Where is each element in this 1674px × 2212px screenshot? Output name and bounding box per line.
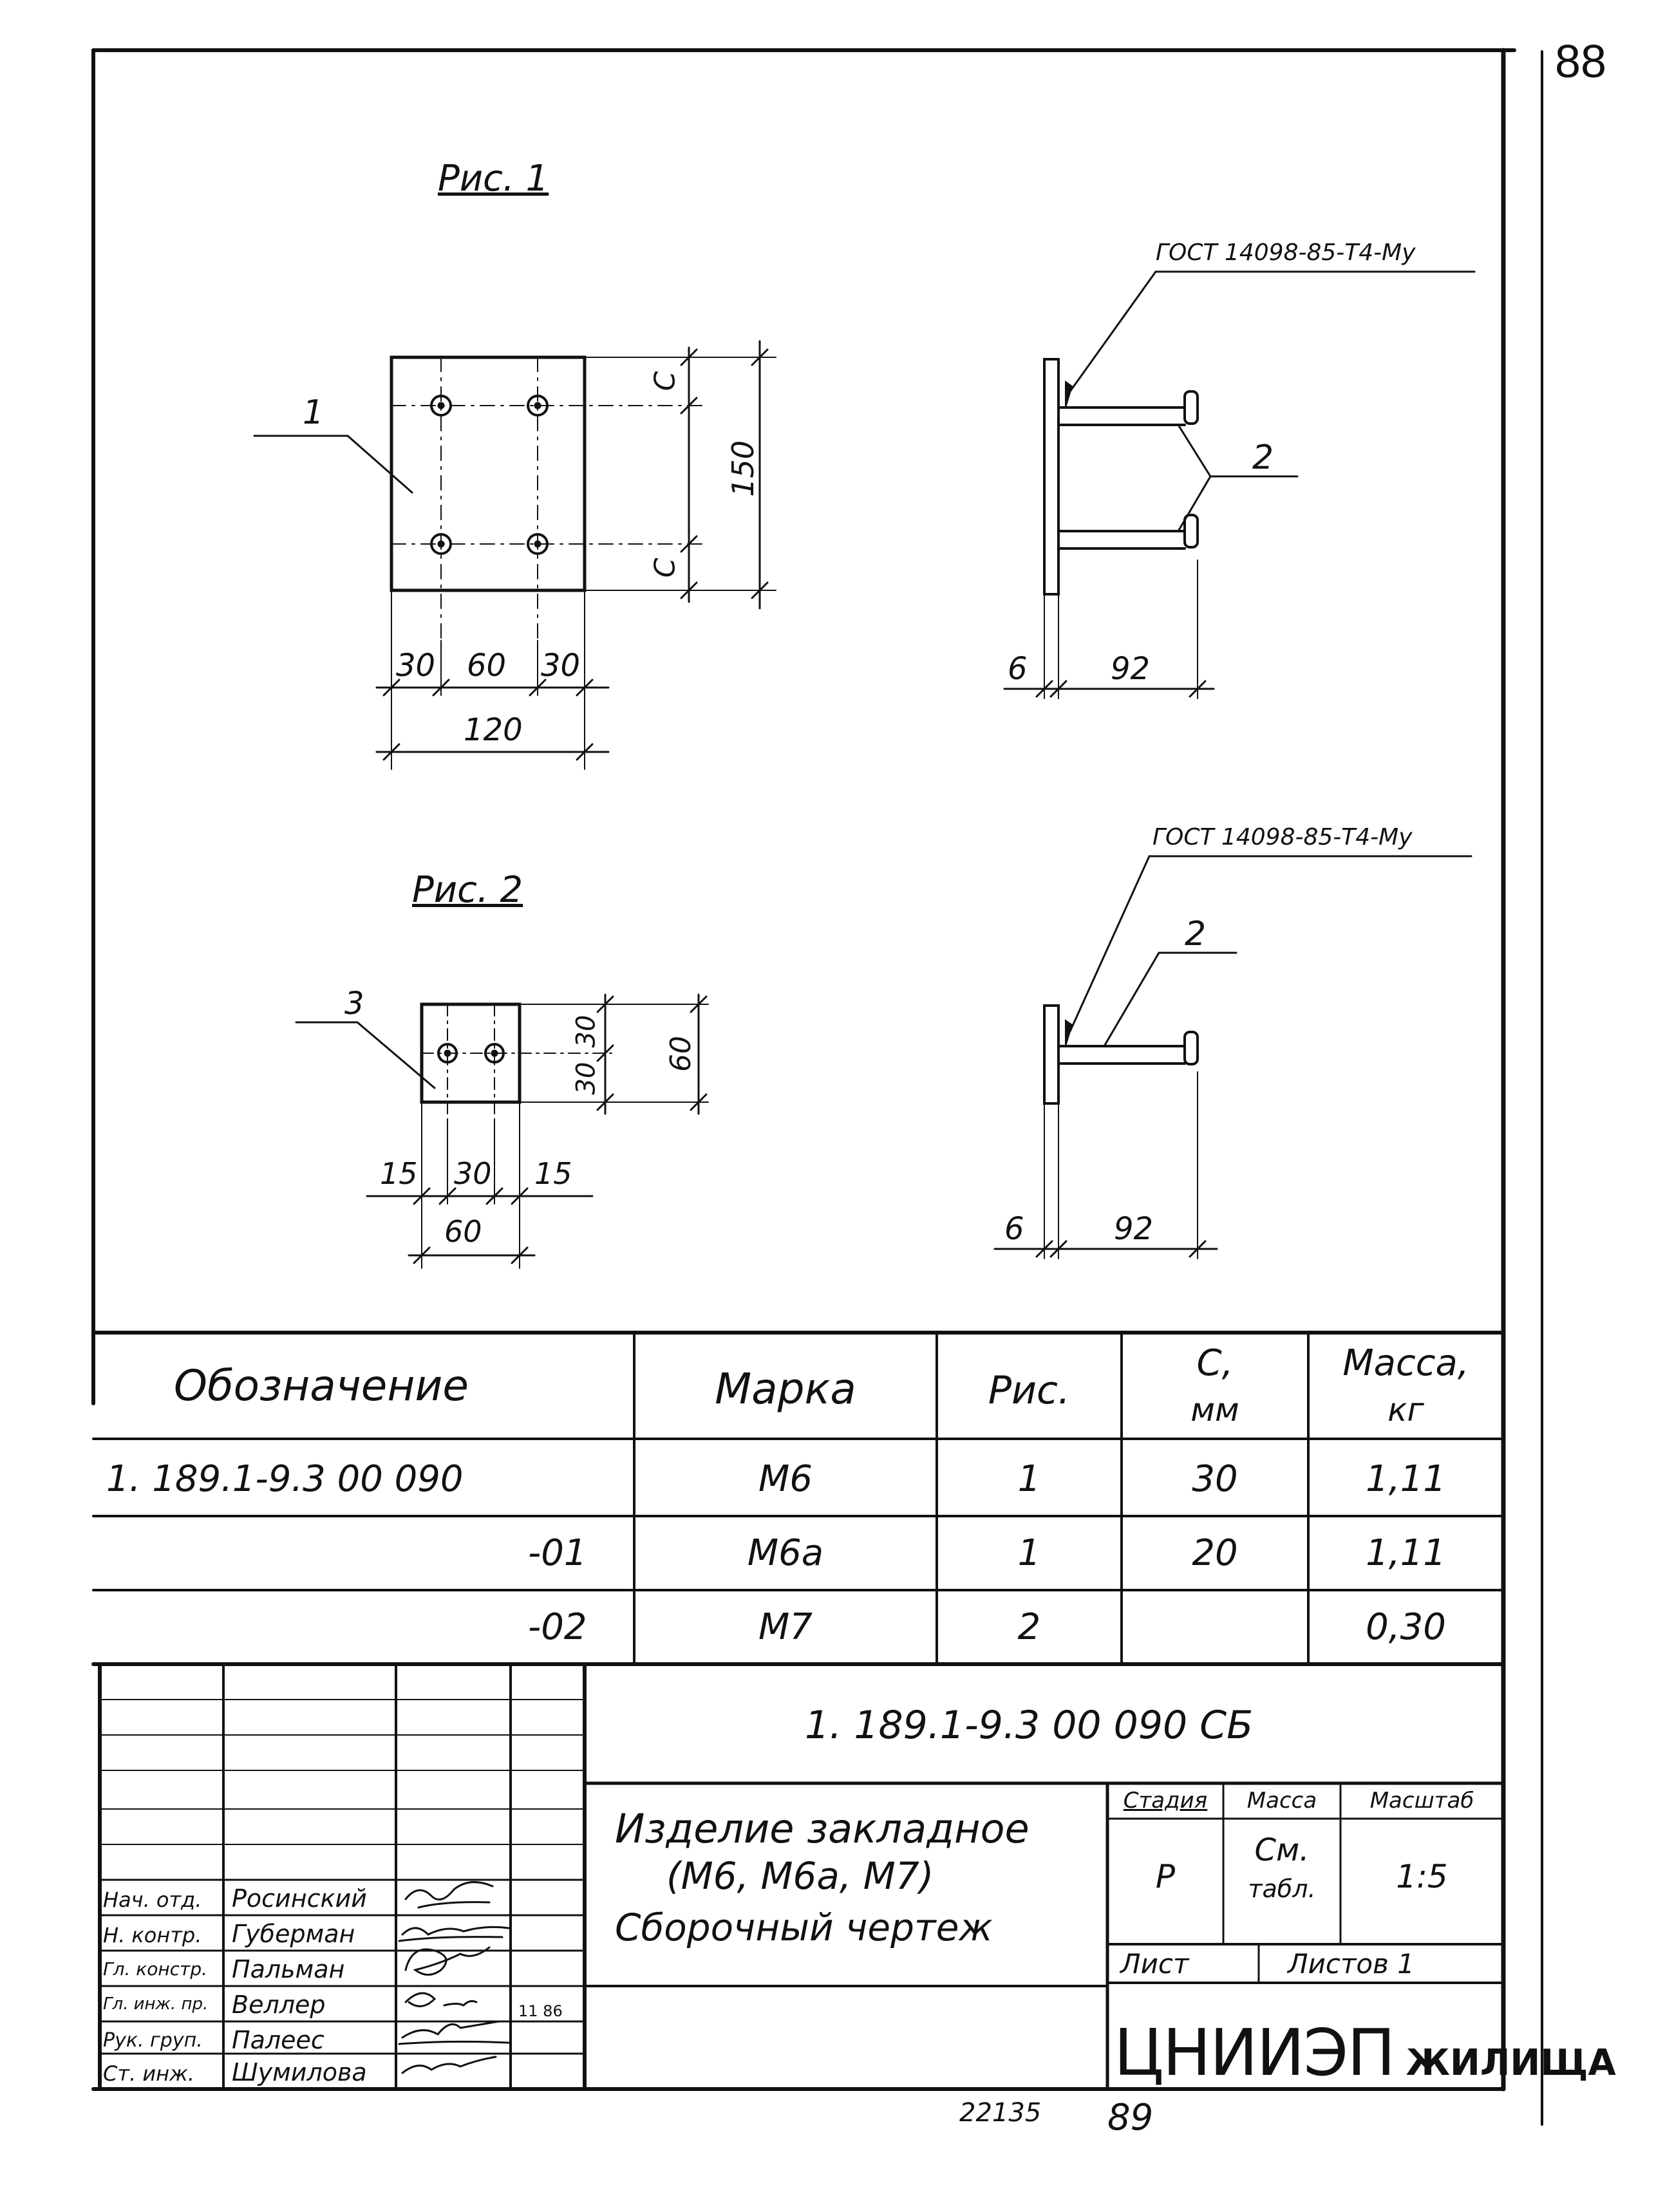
mass-value-line2: табл. [1248, 1875, 1316, 1903]
scale-value: 1:5 [1396, 1858, 1448, 1895]
fig2-dim-30b: 30 [571, 1062, 601, 1095]
fig2-dim-15b: 15 [534, 1156, 572, 1191]
fig1-dim-150: 150 [725, 440, 760, 497]
row3-fig: 2 [1017, 1606, 1041, 1648]
title-line1: Изделие закладное [615, 1805, 1030, 1852]
row1-designation: 1. 189.1-9.3 00 090 [106, 1458, 464, 1500]
header-mark: Марка [715, 1364, 856, 1414]
row1-c: 30 [1192, 1458, 1238, 1500]
row1-mass: 1,11 [1366, 1458, 1446, 1500]
fig1-dim-30a: 30 [396, 648, 436, 684]
row2-mark: М6а [747, 1532, 824, 1574]
fig1-title: Рис. 1 [438, 158, 549, 200]
mass-value-line1: См. [1254, 1832, 1310, 1868]
fig2-dim-30: 30 [454, 1156, 492, 1191]
row2-fig: 1 [1017, 1532, 1041, 1574]
row2-designation: -01 [528, 1532, 587, 1574]
org-sub: ЖИЛИЩА [1406, 2042, 1616, 2084]
staff-name-3: Пальман [232, 1955, 345, 1983]
fig2-title: Рис. 2 [412, 869, 523, 911]
fig2-dim-92: 92 [1114, 1211, 1154, 1247]
fig1-dim-6: 6 [1008, 651, 1028, 687]
stamp-date: 11 86 [518, 2002, 563, 2020]
fig1-gost-callout: ГОСТ 14098-85-Т4-Му [1156, 239, 1416, 266]
row3-mass: 0,30 [1366, 1606, 1446, 1648]
sheet-label: Лист [1120, 1948, 1189, 1980]
fig2-dim-30a: 30 [571, 1015, 601, 1048]
fig2-pos3: 3 [344, 986, 364, 1022]
header-c-unit: мм [1190, 1391, 1239, 1429]
row3-designation: -02 [528, 1606, 587, 1648]
fig2-gost-callout: ГОСТ 14098-85-Т4-Му [1152, 824, 1413, 850]
row1-mark: М6 [758, 1458, 813, 1500]
staff-role-3: Гл. констр. [103, 1958, 208, 1980]
fig1-dim-c-bottom: С [648, 558, 682, 578]
fig1-dim-92: 92 [1111, 651, 1151, 687]
scale-label: Масштаб [1369, 1788, 1474, 1814]
stage-label: Стадия [1123, 1788, 1208, 1814]
document-code: 1. 189.1-9.3 00 090 СБ [805, 1703, 1254, 1748]
staff-name-6: Шумилова [232, 2058, 367, 2086]
stage-value: Р [1155, 1858, 1176, 1895]
staff-role-4: Гл. инж. пр. [103, 1994, 209, 2014]
staff-role-5: Рук. груп. [103, 2029, 203, 2052]
row2-mass: 1,11 [1366, 1532, 1446, 1574]
staff-role-6: Ст. инж. [103, 2061, 195, 2086]
organization-logo [1114, 2015, 1616, 2090]
row3-mark: М7 [758, 1606, 813, 1648]
row2-c: 20 [1192, 1532, 1238, 1574]
fig2-dim-60w: 60 [444, 1214, 482, 1249]
staff-role-2: Н. контр. [103, 1923, 202, 1947]
sheets-label: Листов 1 [1288, 1948, 1415, 1980]
staff-role-1: Нач. отд. [103, 1888, 202, 1912]
title-line3: Сборочный чертеж [615, 1906, 993, 1949]
fig1-dim-30b: 30 [541, 648, 581, 684]
fig2-dim-60: 60 [664, 1036, 697, 1072]
header-c: С, [1196, 1342, 1234, 1384]
title-line2: (М6, М6а, М7) [666, 1854, 934, 1898]
inventory-number: 22135 [959, 2098, 1042, 2128]
header-fig: Рис. [988, 1368, 1071, 1413]
fig2-dim-15a: 15 [380, 1156, 418, 1191]
mass-label: Масса [1246, 1788, 1317, 1814]
fig1-dim-c-top: С [648, 371, 682, 391]
org-main: ЦНИИЭП [1114, 2015, 1395, 2090]
fig2-pos2: 2 [1185, 915, 1207, 953]
fig1-dim-60: 60 [467, 648, 507, 684]
fig1-dim-120: 120 [464, 712, 523, 748]
fig1-pos1: 1 [303, 393, 324, 432]
header-designation: Обозначение [174, 1361, 469, 1411]
signatures [399, 1882, 509, 2073]
header-mass-unit: кг [1387, 1391, 1424, 1429]
fig1-pos2: 2 [1252, 438, 1274, 477]
staff-name-1: Росинский [232, 1884, 367, 1913]
fig2-dim-6: 6 [1004, 1211, 1024, 1247]
staff-name-5: Палеес [232, 2026, 324, 2054]
footer-page-number: 89 [1107, 2097, 1154, 2139]
staff-name-4: Веллер [232, 1991, 326, 2019]
staff-name-2: Губерман [232, 1920, 355, 1948]
row1-fig: 1 [1017, 1458, 1041, 1500]
header-mass: Масса, [1342, 1342, 1469, 1384]
page-number: 88 [1555, 36, 1607, 88]
